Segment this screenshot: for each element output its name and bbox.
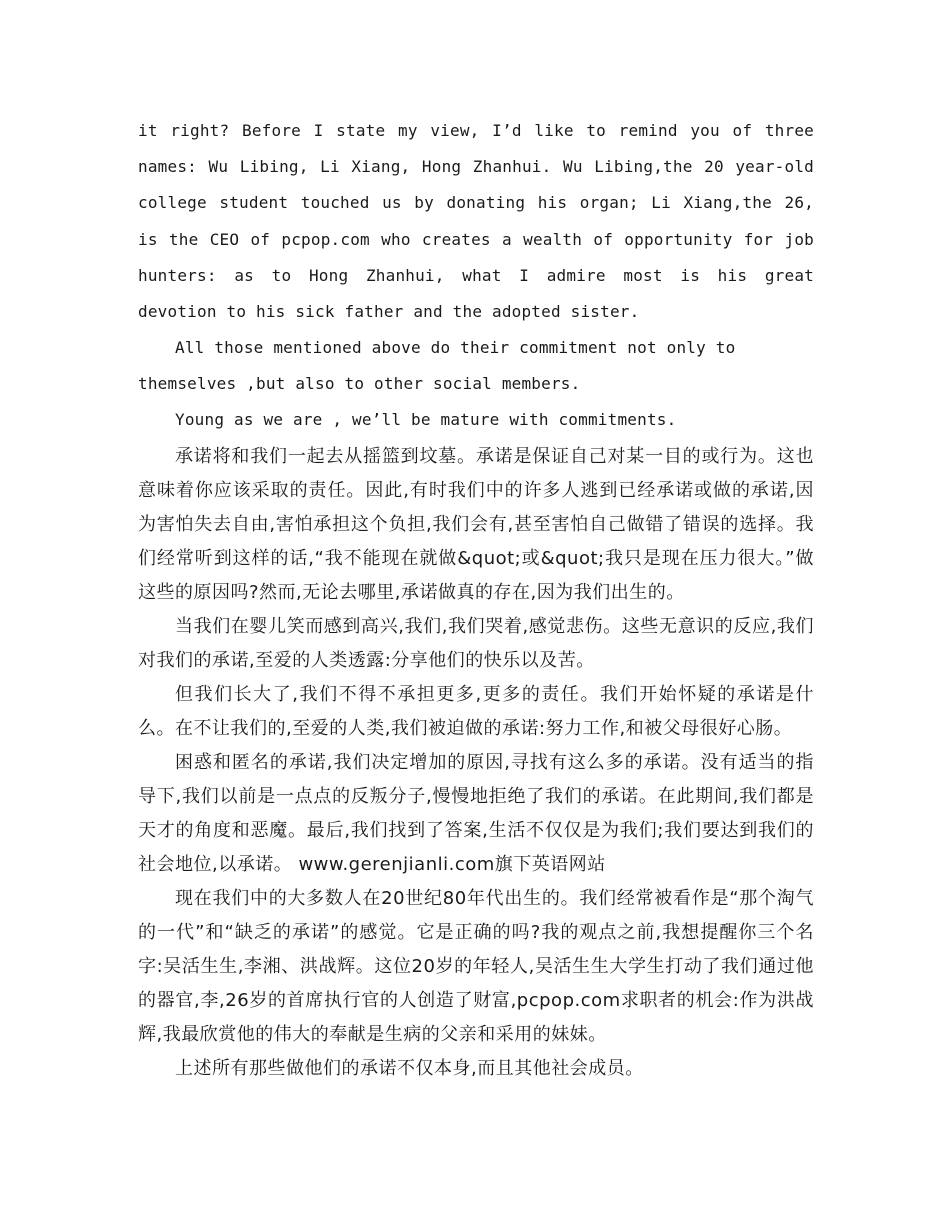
english-paragraph-2: All those mentioned above do their commitment not only to themselves ,but also to other social members. — [138, 338, 736, 394]
chinese-paragraph-5: 现在我们中的大多数人在20世纪80年代出生的。我们经常被看作是“那个淘气的一代”和“缺乏的承诺”的感觉。它是正确的吗?我的观点之前,我想提醒你三个名字:吴活生生,李湘、洪战辉。这位20岁的年轻人,吴活生生大学生打动了我们通过他的器官,李,26岁的首席执行官的人创造了财富,pcpop.com求职者的机会:作为洪战辉,我最欣赏他的伟大的奉献是生病的父亲和采用的妹妹。 — [138, 888, 814, 1046]
chinese-section — [138, 440, 814, 1086]
english-paragraph-3: Young as we are , we’ll be mature with commitments. — [175, 410, 677, 430]
english-paragraph-1: it right? Before I state my view, I’d like to remind you of three names: Wu Libing, Li Xiang, Hong Zhanhui. Wu Libing,the 20 year-old college student touched us by donating his organ; Li Xiang,the 26, is the CEO of pcpop.com who creates a wealth of opportunity for job hunters: as to Hong Zhanhui, what I admire most is his great devotion to his sick father and the adopted sister. — [138, 121, 814, 322]
chinese-paragraph-3: 但我们长大了,我们不得不承担更多,更多的责任。我们开始怀疑的承诺是什么。在不让我们的,至爱的人类,我们被迫做的承诺:努力工作,和被父母很好心肠。 — [138, 684, 814, 740]
chinese-paragraph-2: 当我们在婴儿笑而感到高兴,我们,我们哭着,感觉悲伤。这些无意识的反应,我们对我们的承诺,至爱的人类透露:分享他们的快乐以及苦。 — [138, 616, 814, 672]
chinese-paragraph-6: 上述所有那些做他们的承诺不仅本身,而且其他社会成员。 — [175, 1058, 644, 1080]
chinese-paragraph-4: 困惑和匿名的承诺,我们决定增加的原因,寻找有这么多的承诺。没有适当的指导下,我们以前是一点点的反叛分子,慢慢地拒绝了我们的承诺。在此期间,我们都是天才的角度和恶魔。最后,我们找到了答案,生活不仅仅是为我们;我们要达到我们的社会地位,以承诺。 www.gerenjianli.com旗下英语网站 — [138, 752, 814, 876]
chinese-paragraph-1: 承诺将和我们一起去从摇篮到坟墓。承诺是保证自己对某一目的或行为。这也意味着你应该采取的责任。因此,有时我们中的许多人逃到已经承诺或做的承诺,因为害怕失去自由,害怕承担这个负担,我们会有,甚至害怕自己做错了错误的选择。我们经常听到这样的话,“我不能现在就做&quot;或&quot;我只是现在压力很大。”做这些的原因吗?然而,无论去哪里,承诺做真的存在,因为我们出生的。 — [138, 446, 814, 604]
document-body — [138, 113, 814, 1086]
